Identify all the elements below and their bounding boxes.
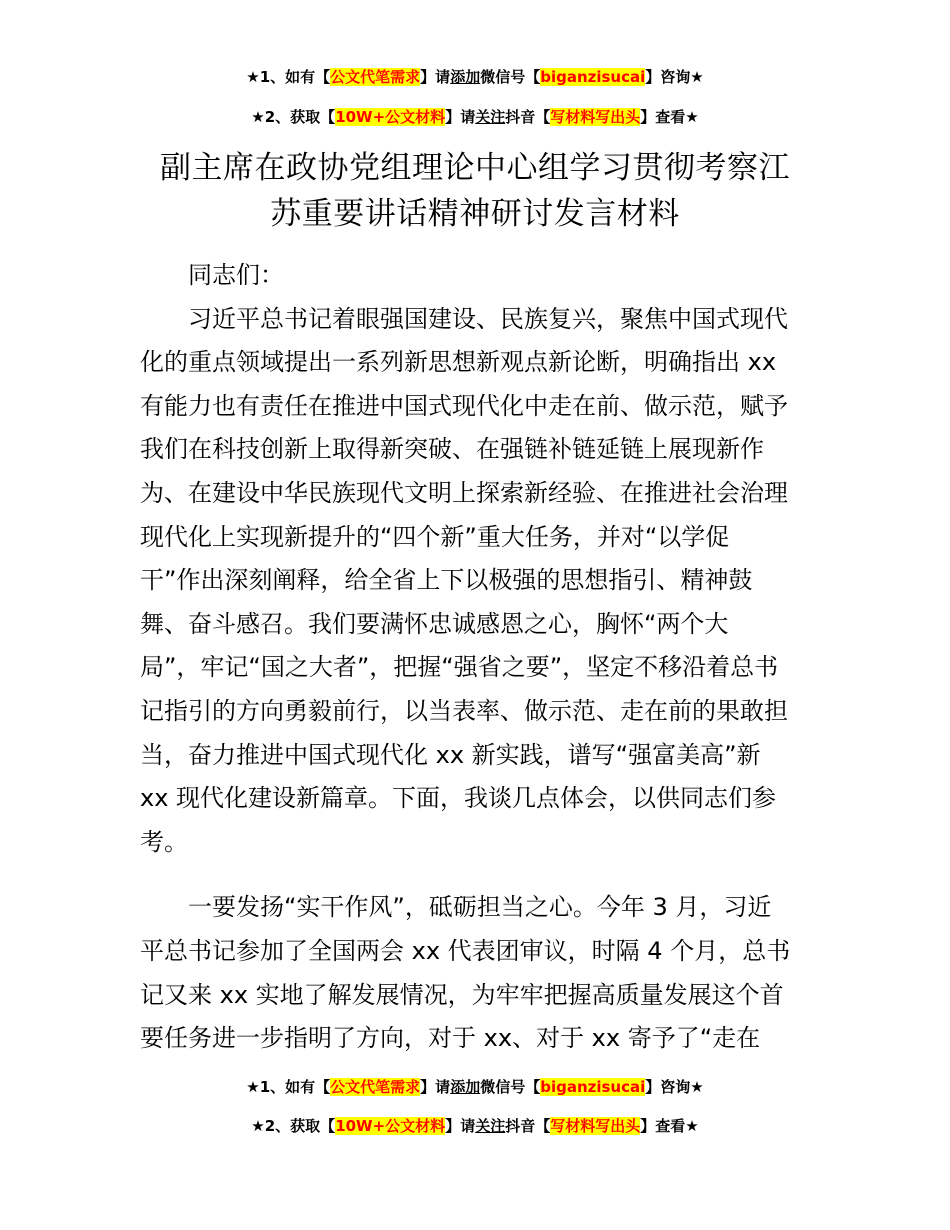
promo-underlined: 关注 (475, 108, 506, 126)
promo-highlight: 公文代笔需求 (330, 68, 421, 86)
promo-wechat-id: biganzisucai (540, 68, 646, 86)
promo-text: 】请 (420, 68, 451, 86)
paragraph-line: 为、在建设中华民族现代文明上探索新经验、在推进社会治理 (140, 478, 788, 507)
promo-highlight: 公文代笔需求 (330, 1078, 421, 1096)
promo-underlined: 关注 (475, 1117, 506, 1135)
salutation: 同志们： (140, 261, 284, 289)
promo-highlight: 10W+公文材料 (335, 1117, 446, 1135)
paragraph-line: 我们在科技创新上取得新突破、在强链补链延链上展现新作 (140, 435, 764, 464)
paragraph-line: 干”作出深刻阐释，给全省上下以极强的思想指引、精神鼓 (140, 566, 753, 595)
promo-text: 微信号【 (480, 68, 541, 86)
paragraph-line: 舞、奋斗感召。我们要满怀忠诚感恩之心，胸怀“两个大 (140, 609, 729, 638)
paragraph-line: 考。 (140, 827, 188, 856)
promo-underlined: 添加 (450, 1078, 481, 1096)
title-line: 副主席在政协党组理论中心组学习贯彻考察江 (160, 150, 790, 186)
paragraph-line: 记又来 xx 实地了解发展情况，为牢牢把握高质量发展这个首 (140, 980, 784, 1009)
promo-douyin-account: 写材料写出头 (550, 1117, 641, 1135)
promo-text: 】查看★ (640, 108, 699, 126)
paragraph-line: 化的重点领域提出一系列新思想新观点新论断，明确指出 xx (140, 348, 777, 377)
promo-text: 微信号【 (480, 1078, 541, 1096)
title-line: 苏重要讲话精神研讨发言材料 (270, 196, 680, 232)
promo-highlight: 10W+公文材料 (335, 108, 446, 126)
promo-text: 抖音【 (505, 108, 551, 126)
paragraph-line: 记指引的方向勇毅前行，以当表率、做示范、走在前的果敢担 (140, 696, 788, 725)
footer-promo-line-1 (0, 1076, 950, 1098)
paragraph-line: 局”，牢记“国之大者”，把握“强省之要”，坚定不移沿着总书 (140, 653, 779, 682)
document-title (0, 145, 950, 237)
footer-promo-line-2 (0, 1115, 950, 1137)
promo-text: ★2、获取【 (251, 1117, 336, 1135)
paragraph-gap (140, 864, 812, 886)
promo-text: ★2、获取【 (251, 108, 336, 126)
paragraph-line: 现代化上实现新提升的“四个新”重大任务，并对“以学促 (140, 522, 730, 551)
paragraph-line: xx 现代化建设新篇章。下面，我谈几点体会，以供同志们参 (140, 784, 777, 813)
paragraph-line: 习近平总书记着眼强国建设、民族复兴，聚焦中国式现代 (140, 304, 788, 333)
promo-text: ★1、如有【 (246, 68, 331, 86)
promo-text: ★1、如有【 (246, 1078, 331, 1096)
promo-text: 】咨询★ (645, 68, 704, 86)
document-body (140, 254, 812, 1061)
paragraph-line: 平总书记参加了全国两会 xx 代表团审议，时隔 4 个月，总书 (140, 936, 791, 965)
paragraph-line: 一要发扬“实干作风”，砥砺担当之心。今年 3 月，习近 (140, 893, 772, 922)
paragraph-line: 要任务进一步指明了方向，对于 xx、对于 xx 寄予了“走在 (140, 1024, 761, 1053)
promo-text: 】请 (445, 1117, 476, 1135)
promo-text: 】查看★ (640, 1117, 699, 1135)
paragraph-line: 有能力也有责任在推进中国式现代化中走在前、做示范，赋予 (140, 391, 788, 420)
promo-text: 】咨询★ (645, 1078, 704, 1096)
header-promo-line-1 (0, 66, 950, 88)
promo-text: 抖音【 (505, 1117, 551, 1135)
header-promo-line-2 (0, 106, 950, 128)
paragraph-line: 当，奋力推进中国式现代化 xx 新实践，谱写“强富美高”新 (140, 740, 761, 769)
promo-text: 】请 (420, 1078, 451, 1096)
promo-text: 】请 (445, 108, 476, 126)
promo-underlined: 添加 (450, 68, 481, 86)
promo-douyin-account: 写材料写出头 (550, 108, 641, 126)
promo-wechat-id: biganzisucai (540, 1078, 646, 1096)
